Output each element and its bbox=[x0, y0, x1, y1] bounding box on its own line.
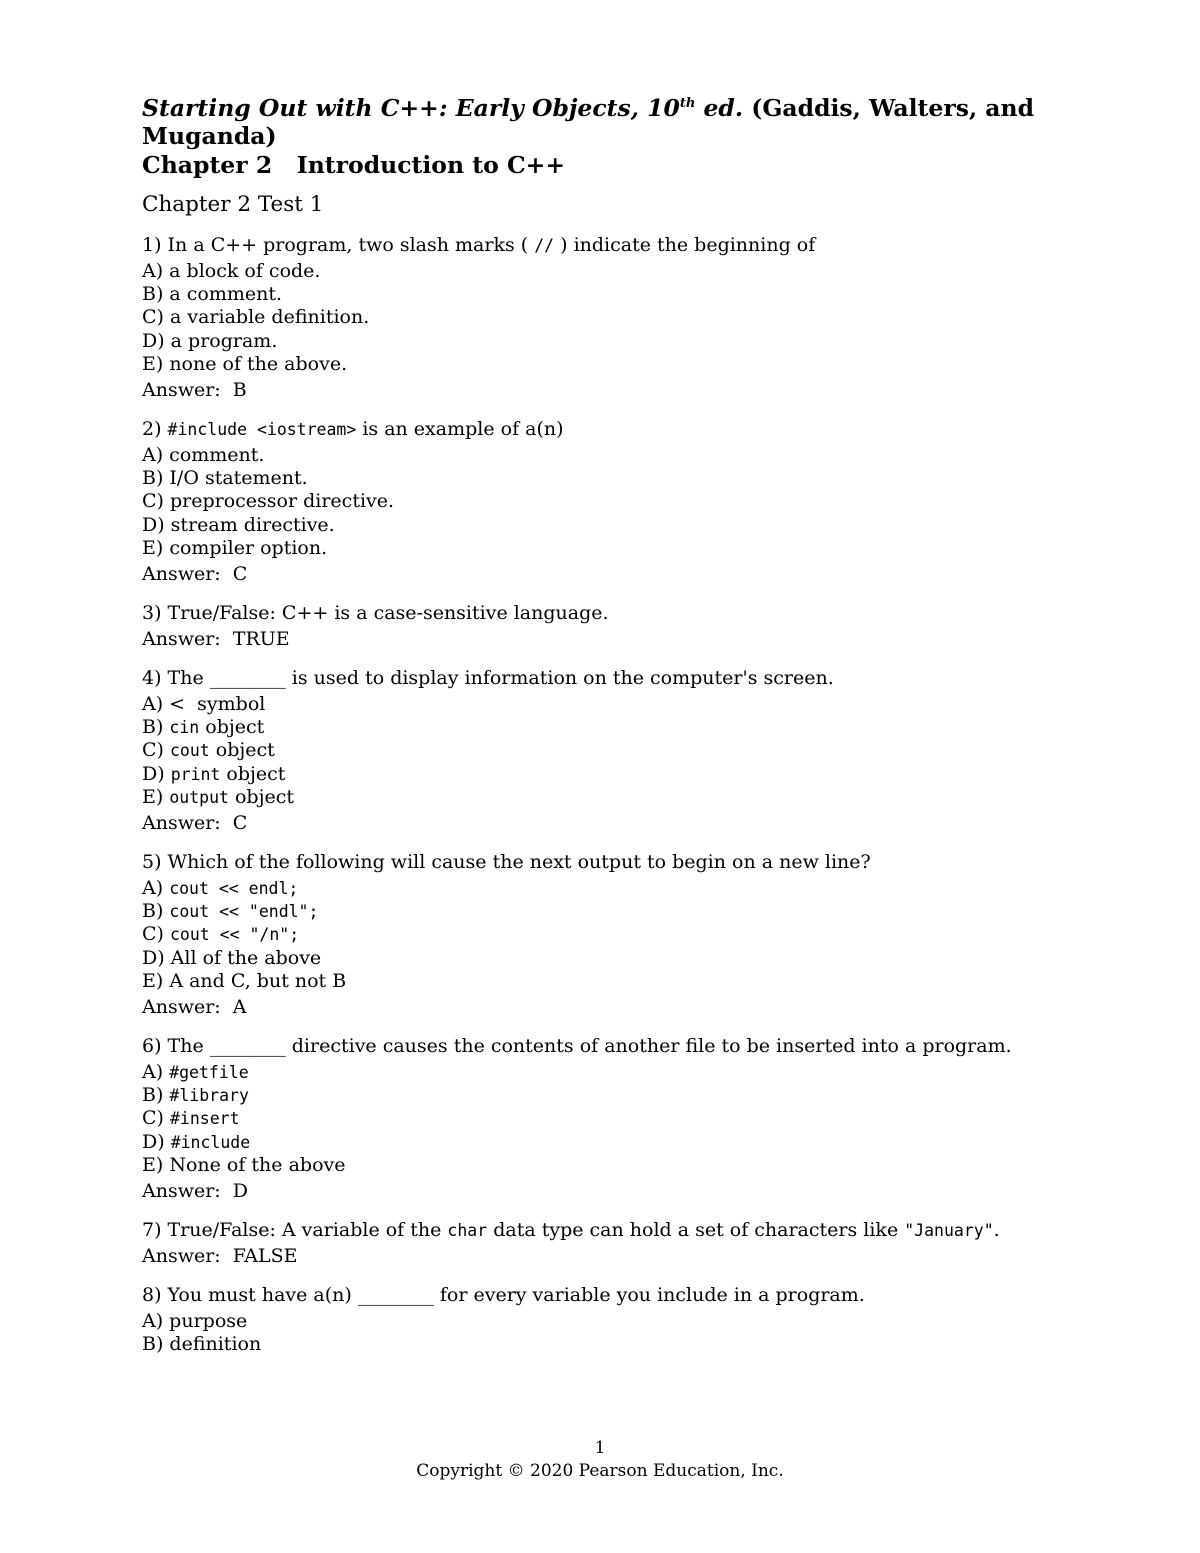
authors: (Gaddis, Walters, and Muganda) bbox=[142, 94, 1035, 150]
option-text: C) preprocessor directive. bbox=[142, 490, 395, 513]
answer-option bbox=[142, 490, 1062, 513]
code-text: cout bbox=[170, 741, 210, 761]
book-title: Starting Out with C++: Early Objects, 10 bbox=[142, 94, 680, 122]
option-text: B) bbox=[142, 1084, 170, 1107]
answer-option bbox=[142, 537, 1062, 560]
edition-suffix: ed. bbox=[695, 94, 744, 122]
stem-text: 5) Which of the following will cause the next output to begin on a new line? bbox=[142, 851, 871, 874]
question-stem bbox=[142, 234, 1062, 257]
question-block bbox=[142, 1284, 1062, 1356]
option-text: B) a comment. bbox=[142, 283, 283, 306]
option-text: E) A and C, but not B bbox=[142, 969, 347, 992]
answer-key: Answer: D bbox=[142, 1180, 249, 1203]
option-text: C) a variable definition. bbox=[142, 306, 370, 329]
option-text: B) bbox=[142, 716, 170, 739]
question-block bbox=[142, 1035, 1062, 1203]
question-block bbox=[142, 418, 1062, 586]
option-text: object bbox=[228, 785, 294, 808]
option-text: D) bbox=[142, 762, 171, 785]
option-text: E) none of the above. bbox=[142, 352, 348, 375]
stem-text: 8) You must have a(n) ________ for every variable you include in a program. bbox=[142, 1284, 865, 1307]
question-stem bbox=[142, 851, 1062, 874]
stem-text: . bbox=[993, 1219, 1000, 1242]
question-block bbox=[142, 851, 1062, 1019]
answer-option bbox=[142, 514, 1062, 537]
stem-text: ) indicate the beginning of bbox=[554, 234, 816, 256]
code-text: // bbox=[534, 236, 555, 255]
answer-option bbox=[142, 1061, 1062, 1084]
answer-option bbox=[142, 353, 1062, 376]
answer-key: Answer: FALSE bbox=[142, 1245, 298, 1268]
option-text: B) definition bbox=[142, 1333, 262, 1356]
option-text: object bbox=[199, 716, 265, 739]
page-number: 1 bbox=[594, 1438, 606, 1458]
answer-option bbox=[142, 970, 1062, 993]
option-text: A) bbox=[142, 1061, 170, 1084]
code-text: #getfile bbox=[169, 1063, 249, 1083]
code-text: output bbox=[169, 787, 229, 807]
answer-option bbox=[142, 693, 1062, 716]
question-stem bbox=[142, 1284, 1062, 1307]
code-text: print bbox=[170, 764, 221, 784]
answer-option bbox=[142, 1107, 1062, 1130]
answer-option bbox=[142, 1310, 1062, 1333]
option-text: object bbox=[220, 762, 286, 785]
code-text: "January" bbox=[904, 1221, 994, 1241]
question-stem bbox=[142, 1219, 1062, 1242]
option-text: D) a program. bbox=[142, 329, 278, 352]
stem-text: 1) In a C++ program, two slash marks ( bbox=[142, 234, 535, 256]
answer-option bbox=[142, 900, 1062, 923]
question-block bbox=[142, 234, 1062, 402]
answer-key: Answer: A bbox=[142, 996, 247, 1019]
answer-option bbox=[142, 1333, 1062, 1356]
option-text: D) All of the above bbox=[142, 946, 322, 969]
question-stem bbox=[142, 1035, 1062, 1058]
answer-option bbox=[142, 467, 1062, 490]
code-text: cin bbox=[169, 718, 200, 738]
edition-superscript: th bbox=[679, 96, 696, 112]
stem-text: is an example of a(n) bbox=[356, 418, 564, 441]
option-text: C) bbox=[142, 739, 170, 762]
question-stem bbox=[142, 418, 1062, 441]
stem-text: 6) The ________ directive causes the contents of another file to be inserted into a program. bbox=[142, 1035, 1012, 1058]
option-text: A) < symbol bbox=[142, 693, 266, 716]
answer-option bbox=[142, 763, 1062, 786]
option-text: A) a block of code. bbox=[142, 260, 321, 282]
option-text: A) bbox=[142, 877, 170, 900]
answer-option bbox=[142, 1084, 1062, 1107]
stem-text: 4) The ________ is used to display information on the computer's screen. bbox=[142, 667, 834, 690]
answer-option bbox=[142, 330, 1062, 353]
book-title-heading bbox=[142, 94, 1062, 150]
stem-text: data type can hold a set of characters like bbox=[487, 1219, 905, 1242]
answer-option bbox=[142, 283, 1062, 306]
option-text: E) bbox=[142, 785, 170, 808]
answer-option bbox=[142, 786, 1062, 809]
code-text: cout << "/n"; bbox=[170, 925, 300, 945]
answer-key: Answer: TRUE bbox=[142, 628, 290, 651]
answer-option bbox=[142, 947, 1062, 970]
code-text: #include bbox=[170, 1132, 251, 1152]
option-text: A) purpose bbox=[142, 1310, 248, 1333]
test-title: Chapter 2 Test 1 bbox=[142, 192, 324, 217]
chapter-heading: Chapter 2 Introduction to C++ bbox=[142, 151, 566, 179]
code-text: #library bbox=[169, 1086, 249, 1106]
option-text: D) bbox=[142, 1130, 171, 1153]
option-text: D) stream directive. bbox=[142, 513, 335, 536]
answer-option bbox=[142, 877, 1062, 900]
answer-option bbox=[142, 306, 1062, 329]
answer-key: Answer: C bbox=[142, 563, 248, 586]
code-text: cout << "endl"; bbox=[169, 902, 319, 922]
answer-option bbox=[142, 739, 1062, 762]
code-text: #insert bbox=[170, 1109, 240, 1129]
answer-key: Answer: C bbox=[142, 812, 248, 835]
answer-option bbox=[142, 1154, 1062, 1177]
option-text: B) bbox=[142, 900, 170, 923]
answer-option bbox=[142, 260, 1062, 283]
option-text: C) bbox=[142, 1107, 170, 1130]
option-text: C) bbox=[142, 923, 170, 946]
option-text: object bbox=[209, 739, 275, 762]
option-text: E) compiler option. bbox=[142, 536, 328, 559]
stem-text: 3) True/False: C++ is a case-sensitive language. bbox=[142, 602, 609, 625]
copyright-notice: Copyright © 2020 Pearson Education, Inc. bbox=[416, 1461, 784, 1481]
document-page bbox=[142, 94, 1062, 1356]
question-list bbox=[142, 234, 1062, 1356]
code-text: cout << endl; bbox=[169, 879, 299, 899]
question-block bbox=[142, 1219, 1062, 1268]
answer-option bbox=[142, 1131, 1062, 1154]
option-text: B) I/O statement. bbox=[142, 467, 308, 490]
code-text: #include <iostream> bbox=[167, 420, 357, 440]
stem-text: 7) True/False: A variable of the bbox=[142, 1219, 448, 1242]
stem-text: 2) bbox=[142, 418, 168, 441]
answer-option bbox=[142, 716, 1062, 739]
question-stem bbox=[142, 667, 1062, 690]
answer-key: Answer: B bbox=[142, 379, 247, 402]
question-block bbox=[142, 602, 1062, 651]
option-text: A) comment. bbox=[142, 444, 265, 467]
question-block bbox=[142, 667, 1062, 835]
answer-option bbox=[142, 923, 1062, 946]
code-text: char bbox=[447, 1221, 488, 1241]
option-text: E) None of the above bbox=[142, 1153, 346, 1176]
question-stem bbox=[142, 602, 1062, 625]
answer-option bbox=[142, 444, 1062, 467]
